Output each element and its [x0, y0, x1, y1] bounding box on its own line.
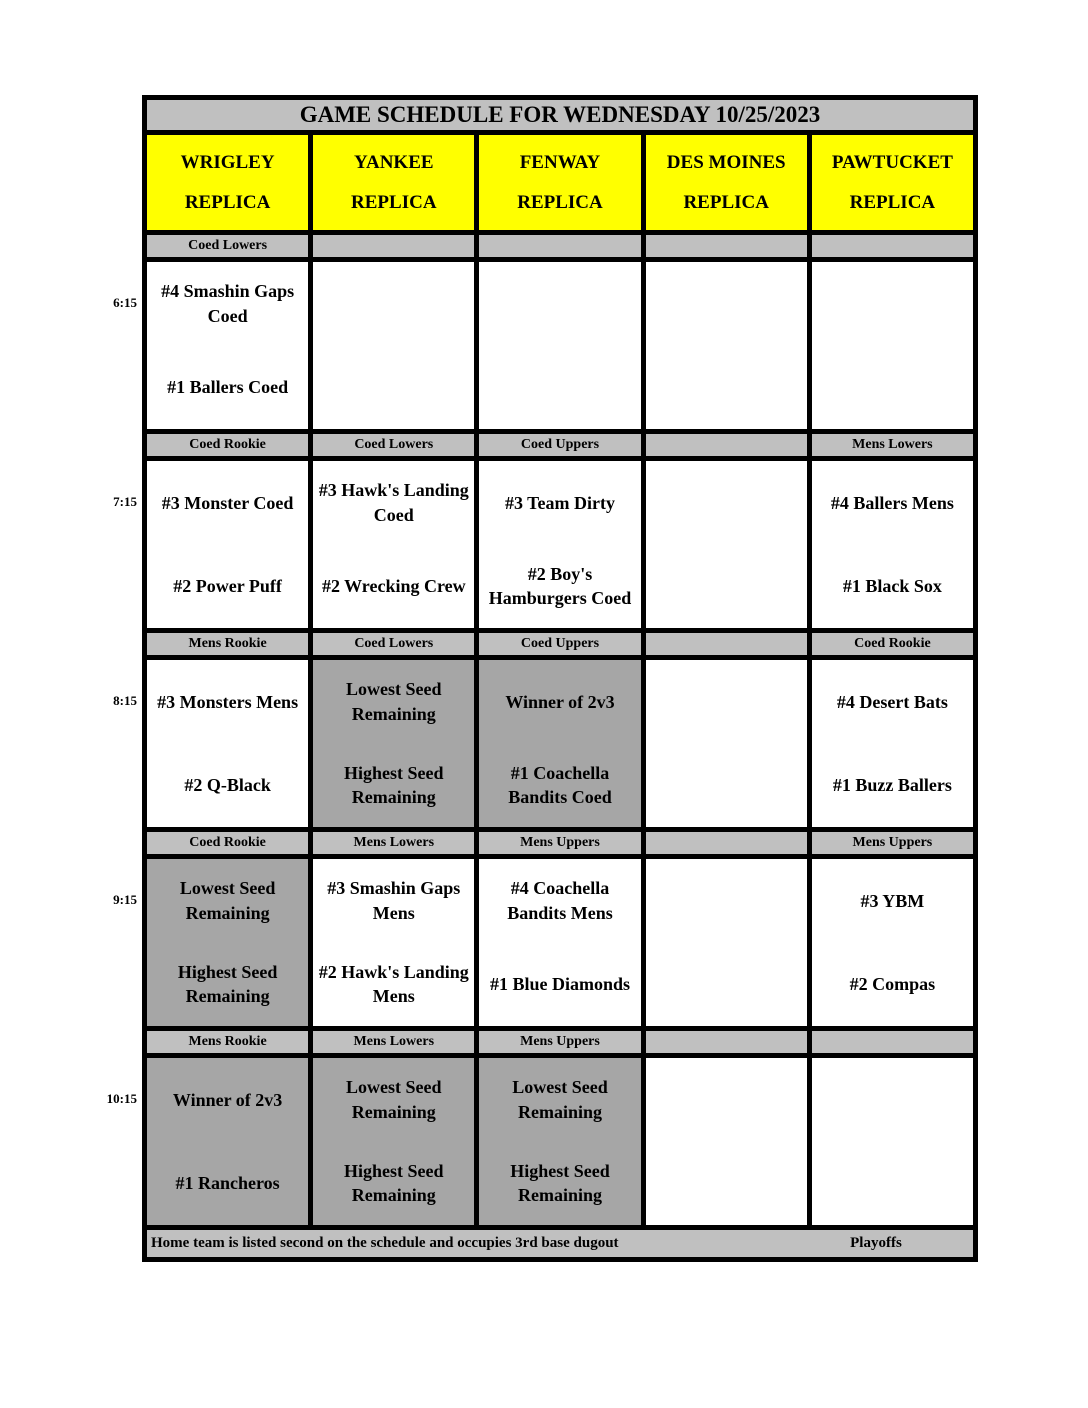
game-cell	[646, 660, 807, 827]
home-team	[646, 943, 807, 1027]
division-cell: Mens Rookie	[147, 633, 308, 655]
division-cell: Mens Uppers	[812, 832, 973, 854]
field-header-des-moines	[646, 135, 807, 230]
field-name: FENWAY	[519, 151, 601, 173]
division-cell: Mens Lowers	[812, 434, 973, 456]
home-team	[479, 346, 640, 430]
home-team: #1 Coachella Bandits Coed	[508, 762, 612, 808]
away-team: Lowest Seed Remaining	[346, 679, 442, 724]
division-cell	[812, 235, 973, 257]
home-team: Highest Seed Remaining	[177, 961, 278, 1007]
game-cell	[812, 859, 973, 1026]
game-cell	[147, 461, 308, 628]
home-team: #2 Q-Black	[184, 775, 271, 796]
home-team	[646, 1142, 807, 1226]
division-cell: Coed Rookie	[812, 633, 973, 655]
division-cell	[646, 1031, 807, 1053]
home-team: Highest Seed Remaining	[344, 1160, 444, 1206]
away-team: Winner of 2v3	[505, 691, 615, 712]
field-name: PAWTUCKET	[831, 151, 953, 173]
division-cell	[479, 235, 640, 257]
game-cell	[646, 1058, 807, 1225]
home-team	[812, 1142, 973, 1226]
game-cell	[313, 660, 474, 827]
game-cell	[147, 859, 308, 1026]
away-team: Lowest Seed Remaining	[346, 1077, 442, 1122]
footer-bar	[147, 1230, 973, 1257]
game-cell	[646, 859, 807, 1026]
away-team: #4 Smashin Gaps Coed	[161, 281, 295, 326]
game-cell	[479, 1058, 640, 1225]
game-cell	[147, 262, 308, 429]
division-cell: Coed Rookie	[147, 832, 308, 854]
division-cell	[313, 235, 474, 257]
away-team: #3 Smashin Gaps Mens	[327, 878, 461, 923]
away-team: #3 Monster Coed	[161, 492, 294, 513]
home-team	[646, 545, 807, 629]
game-cell	[313, 859, 474, 1026]
division-cell	[812, 1031, 973, 1053]
time-label-8-15: 8:15	[113, 693, 137, 708]
home-team: #2 Compas	[849, 974, 936, 995]
playoffs-label: Playoffs	[850, 1235, 902, 1251]
division-cell	[646, 633, 807, 655]
home-team	[646, 744, 807, 828]
away-team: #3 Monsters Mens	[157, 691, 299, 712]
division-cell	[646, 235, 807, 257]
division-cell: Coed Rookie	[147, 434, 308, 456]
home-team: #1 Black Sox	[842, 576, 942, 597]
away-team: Lowest Seed Remaining	[512, 1077, 608, 1122]
division-cell: Mens Rookie	[147, 1031, 308, 1053]
division-cell: Mens Uppers	[479, 832, 640, 854]
home-team-note: Home team is listed second on the schedule and occupies 3rd base dugout	[151, 1235, 619, 1251]
field-name: YANKEE	[354, 151, 434, 173]
field-name: DES MOINES	[666, 151, 786, 173]
page-title: GAME SCHEDULE FOR WEDNESDAY 10/25/2023	[147, 100, 973, 130]
division-cell: Coed Lowers	[313, 633, 474, 655]
home-team	[646, 346, 807, 430]
game-cell	[479, 461, 640, 628]
home-team: Highest Seed Remaining	[344, 762, 444, 808]
game-cell	[479, 262, 640, 429]
game-cell	[812, 262, 973, 429]
field-header-wrigley	[147, 135, 308, 230]
home-team: #2 Hawk's Landing Mens	[318, 961, 469, 1007]
division-cell: Coed Lowers	[313, 434, 474, 456]
division-cell	[646, 832, 807, 854]
game-cell	[812, 1058, 973, 1225]
home-team	[812, 346, 973, 430]
game-schedule-table	[142, 95, 978, 1262]
away-team	[646, 660, 807, 744]
home-team: Highest Seed Remaining	[510, 1160, 610, 1206]
away-team: #4 Desert Bats	[836, 691, 948, 712]
division-cell: Coed Lowers	[147, 235, 308, 257]
field-header-yankee	[313, 135, 474, 230]
division-cell	[646, 434, 807, 456]
home-team: #2 Boy's Hamburgers Coed	[488, 563, 632, 609]
game-cell	[812, 461, 973, 628]
time-label-10-15: 10:15	[106, 1091, 137, 1106]
division-cell: Mens Lowers	[313, 1031, 474, 1053]
away-team	[812, 262, 973, 346]
time-label-7-15: 7:15	[113, 494, 137, 509]
away-team	[646, 262, 807, 346]
field-name: WRIGLEY	[180, 151, 275, 173]
field-header-fenway	[479, 135, 640, 230]
home-team: #1 Buzz Ballers	[832, 775, 952, 796]
away-team: Winner of 2v3	[172, 1089, 283, 1110]
home-team: #1 Rancheros	[175, 1173, 280, 1194]
away-team	[313, 262, 474, 346]
home-team: #1 Ballers Coed	[167, 377, 289, 398]
division-cell: Mens Lowers	[313, 832, 474, 854]
game-cell	[479, 660, 640, 827]
away-team: #3 Team Dirty	[504, 492, 615, 513]
away-team	[646, 859, 807, 943]
game-cell	[313, 262, 474, 429]
away-team	[646, 1058, 807, 1142]
division-cell: Coed Uppers	[479, 633, 640, 655]
game-cell	[147, 1058, 308, 1225]
game-cell	[812, 660, 973, 827]
game-cell	[313, 1058, 474, 1225]
field-subname: REPLICA	[683, 191, 769, 213]
home-team	[313, 346, 474, 430]
home-team: #2 Wrecking Crew	[321, 576, 466, 597]
division-cell: Coed Uppers	[479, 434, 640, 456]
home-team: #1 Blue Diamonds	[489, 974, 630, 995]
field-subname: REPLICA	[517, 191, 603, 213]
game-cell	[479, 859, 640, 1026]
away-team: Lowest Seed Remaining	[179, 878, 276, 923]
field-header-pawtucket	[812, 135, 973, 230]
away-team	[646, 461, 807, 545]
game-cell	[147, 660, 308, 827]
away-team	[479, 262, 640, 346]
division-cell: Mens Uppers	[479, 1031, 640, 1053]
field-subname: REPLICA	[184, 191, 271, 213]
away-team: #4 Ballers Mens	[830, 492, 954, 513]
field-subname: REPLICA	[849, 191, 936, 213]
field-subname: REPLICA	[351, 191, 437, 213]
time-label-6-15: 6:15	[113, 295, 137, 310]
away-team: #4 Coachella Bandits Mens	[507, 878, 613, 923]
game-cell	[313, 461, 474, 628]
time-label-9-15: 9:15	[113, 892, 137, 907]
home-team: #2 Power Puff	[173, 576, 282, 597]
away-team: #3 Hawk's Landing Coed	[318, 480, 469, 525]
away-team: #3 YBM	[860, 890, 925, 911]
game-cell	[646, 461, 807, 628]
away-team	[812, 1058, 973, 1142]
game-cell	[646, 262, 807, 429]
